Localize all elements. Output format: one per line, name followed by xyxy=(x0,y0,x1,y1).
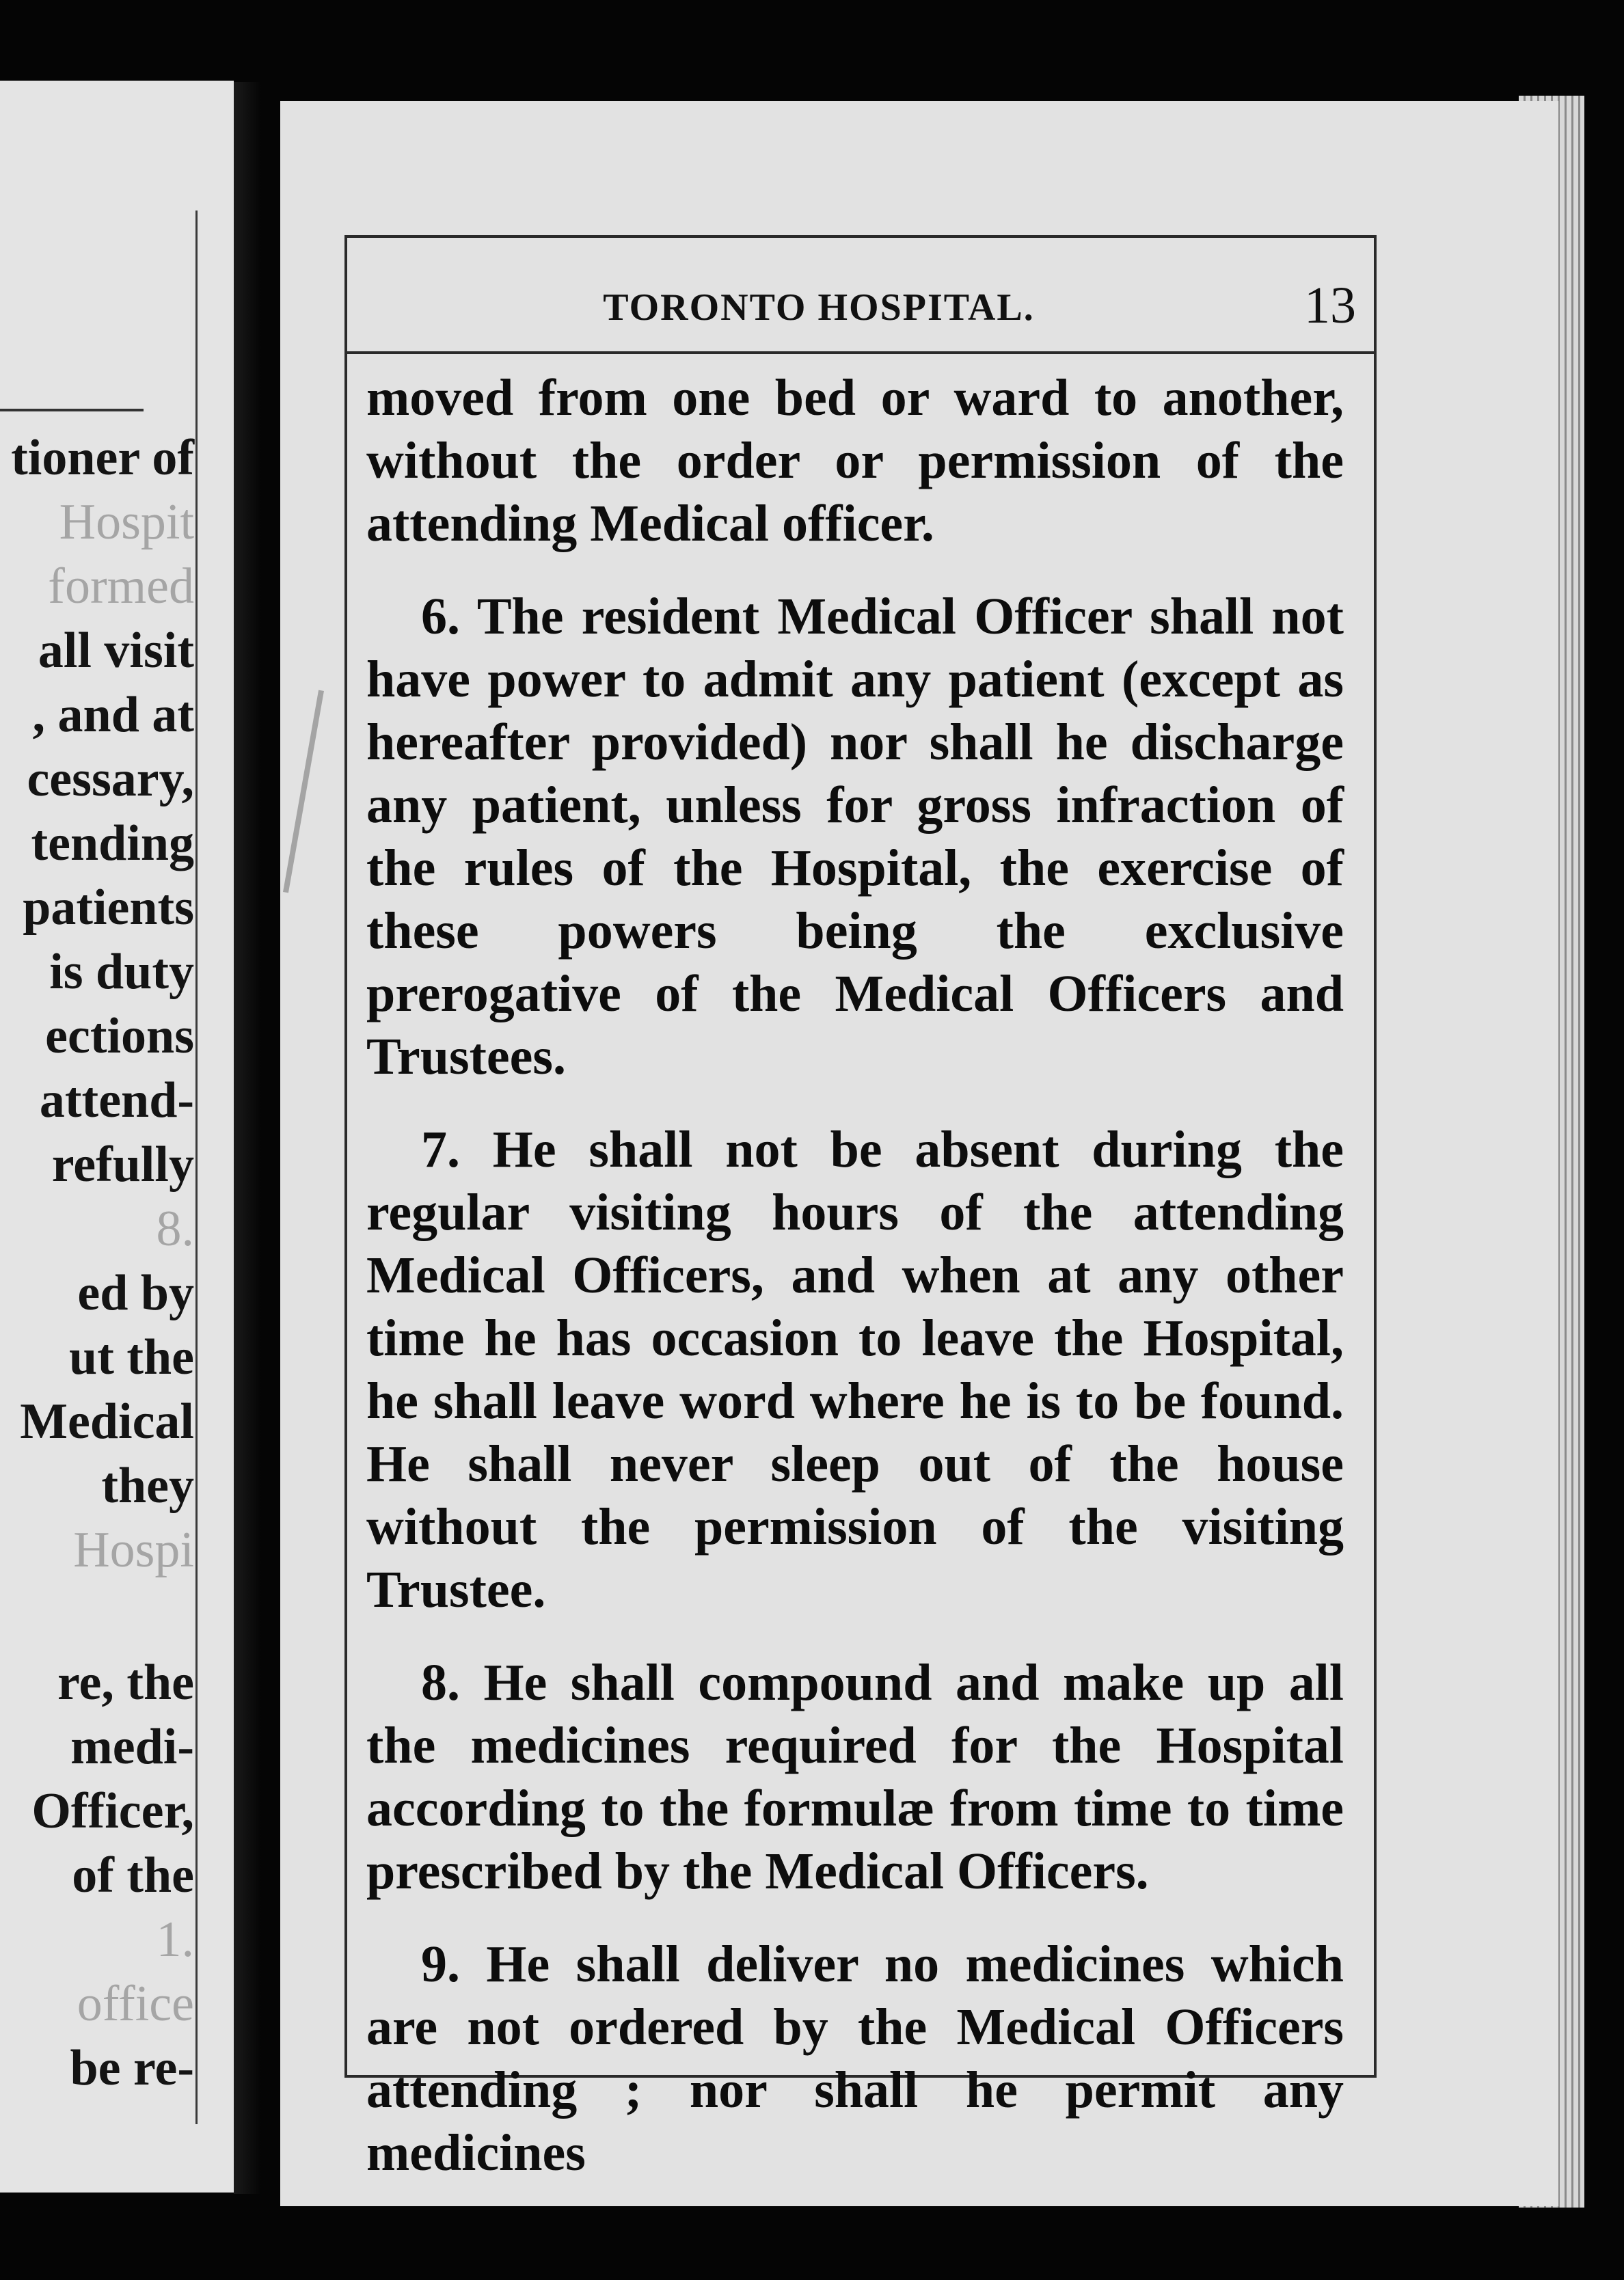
left-line: cessary, xyxy=(27,751,194,807)
left-line: Hospi xyxy=(73,1522,194,1578)
left-line: patients xyxy=(23,880,194,936)
left-page-rule xyxy=(0,409,144,411)
left-line: is duty xyxy=(49,944,194,1000)
running-head: TORONTO HOSPITAL. xyxy=(603,286,1035,329)
paragraph: 6. The resident Medical Officer shall not have power to admit any patient (except as hereafter provided) nor shall he discharge any patient, unless for gross infraction of the rules of the Hospital, the exercise of these powers being the exclusive prerogative of the Medical Officers and Trustees. xyxy=(366,588,1344,1085)
left-line: ed by xyxy=(77,1265,194,1321)
page-header xyxy=(347,238,1374,354)
page-number: 13 xyxy=(1304,277,1356,334)
left-line: , and at xyxy=(32,687,194,743)
text-frame xyxy=(344,235,1377,2182)
left-line: attend- xyxy=(39,1072,194,1128)
left-line: office xyxy=(77,1976,194,2032)
paragraph: 7. He shall not be absent during the regular visiting hours of the attending Medical Officers, and when at any other time he has occasion to leave the Hospital, he shall leave word where he is to be found. He shall never sleep out of the house without the permission of the visiting Trustee. xyxy=(366,1121,1344,1618)
left-line: of the xyxy=(72,1847,194,1903)
left-line: all visit xyxy=(38,623,194,679)
left-page xyxy=(0,81,234,2193)
body-text xyxy=(366,366,1344,2206)
paragraph: 9. He shall deliver no medicines which are not ordered by the Medical Officers attending ; nor shall he permit any medicines xyxy=(366,1936,1344,2182)
left-line: they xyxy=(101,1458,194,1514)
left-page-text xyxy=(0,426,194,2100)
left-line: tioner of xyxy=(11,430,194,486)
pencil-mark xyxy=(283,690,324,893)
paragraph: 8. He shall compound and make up all the medicines required for the Hospital according to the formulæ from time to time prescribed by the Medical Officers. xyxy=(366,1654,1344,1900)
left-line: Medical xyxy=(20,1394,194,1450)
left-line: formed xyxy=(48,558,194,614)
left-line: be re- xyxy=(70,2040,194,2096)
left-line: Hospit xyxy=(59,494,194,550)
left-line: Officer, xyxy=(31,1783,194,1839)
left-line: 1. xyxy=(156,1912,194,1968)
left-line: tending xyxy=(31,815,194,871)
left-line: refully xyxy=(51,1137,194,1193)
book-gutter xyxy=(234,82,261,2194)
right-page xyxy=(280,101,1558,2206)
left-line: 8. xyxy=(156,1201,194,1257)
left-line: ut the xyxy=(69,1329,194,1385)
left-line: re, the xyxy=(57,1655,194,1711)
left-line: medi- xyxy=(70,1719,194,1775)
paragraph: moved from one bed or ward to another, without the order or permission of the attending Medical officer. xyxy=(366,369,1344,552)
left-line: ections xyxy=(45,1008,194,1064)
